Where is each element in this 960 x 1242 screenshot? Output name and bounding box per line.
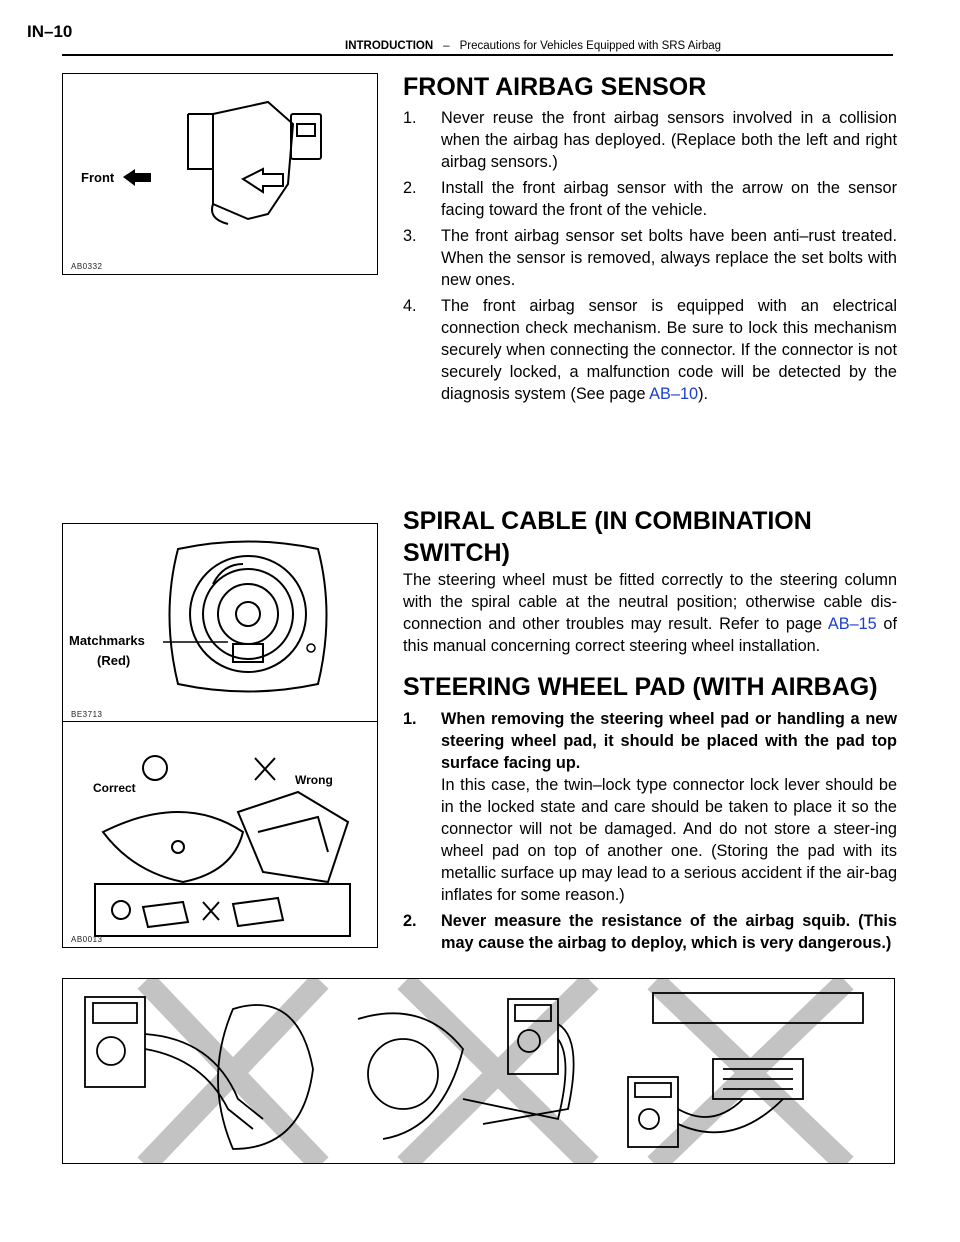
figure-code: BE3713 [71, 710, 103, 719]
heading-front-airbag-sensor: FRONT AIRBAG SENSOR [403, 73, 707, 101]
heading-steering-wheel-pad: STEERING WHEEL PAD (WITH AIRBAG) [403, 673, 878, 701]
figure-label-matchmarks: Matchmarks [69, 633, 145, 648]
figure-label-front: Front [81, 170, 115, 185]
figure-code: AB0013 [71, 935, 103, 944]
figure-steering-pad [62, 721, 378, 948]
figure-label-red: (Red) [97, 653, 131, 668]
spiral-cable-paragraph: The steering wheel must be fitted correctly to the steering column with the spiral cable at the neutral position; otherwise cable dis-connection and other troubles may result. Refer to page AB–15 of this manual concerning correct steering wheel installation. [403, 571, 897, 655]
wrong-cross-icon [255, 758, 275, 780]
list-item: 1. Never reuse the front airbag sensors involved in a collision when the airbag has deployed. (Replace both the left and right airbag sensors.) [403, 109, 897, 171]
list-item: 2. Never measure the resistance of the airbag squib. (This may cause the airbag to deploy, which is very dangerous.) [403, 912, 897, 952]
page-number: IN–10 [27, 22, 73, 41]
list-item: 3. The front airbag sensor set bolts have been anti–rust treated. When the sensor is removed, always replace the set bolts with new ones. [403, 227, 897, 289]
heading-spiral-cable-line2: SWITCH) [403, 539, 510, 567]
figure-front-sensor [62, 73, 378, 275]
header-section: INTRODUCTION [345, 40, 434, 52]
list-item: 4. The front airbag sensor is equipped with an electrical connection check mechanism. Be sure to lock this mechanism securely when connecting the connector. If the connector is not securely locked, a malfunction code will be detected by the diagnosis system (See page AB–10). [403, 297, 897, 403]
header-separator: – [443, 40, 450, 52]
figure-do-not-measure [62, 978, 895, 1164]
screw-icon [307, 644, 315, 652]
list-item: 2. Install the front airbag sensor with the arrow on the sensor facing toward the front of the vehicle. [403, 179, 897, 219]
header-rule [62, 54, 893, 56]
figure-label-correct: Correct [93, 781, 136, 795]
figure-code: AB0332 [71, 262, 103, 271]
heading-spiral-cable-line1: SPIRAL CABLE (IN COMBINATION [403, 507, 812, 535]
multimeter-warning-illustration [63, 979, 894, 1163]
list-item: 1. When removing the steering wheel pad or handling a new steering wheel pad, it should be placed with the pad top surface facing up. In this case, the twin–lock type connector lock lever should be in the locked state and care should be taken to place it so the connector will not be damaged. And do not store a steer-ing wheel pad on top of another one. (Storing the pad with its metallic surface up may lead to a serious accident if the air-bag inflates for some reason.) [403, 710, 897, 904]
page-link-ab-15[interactable]: AB–15 [827, 615, 877, 633]
front-sensor-items [403, 107, 897, 409]
spiral-cable-illustration [63, 524, 377, 722]
multimeter-icon [85, 997, 145, 1087]
figure-label-wrong: Wrong [295, 773, 333, 787]
page-link-ab-10[interactable]: AB–10 [649, 385, 699, 403]
front-sensor-illustration [63, 74, 377, 274]
header-subtitle: Precautions for Vehicles Equipped with SRS Airbag [459, 40, 722, 52]
correct-circle-icon [143, 756, 167, 780]
front-arrow-icon [123, 169, 151, 186]
steering-pad-illustration [63, 722, 377, 947]
steering-pad-items [403, 708, 897, 958]
figure-spiral-cable [62, 523, 378, 723]
running-header [345, 40, 721, 52]
